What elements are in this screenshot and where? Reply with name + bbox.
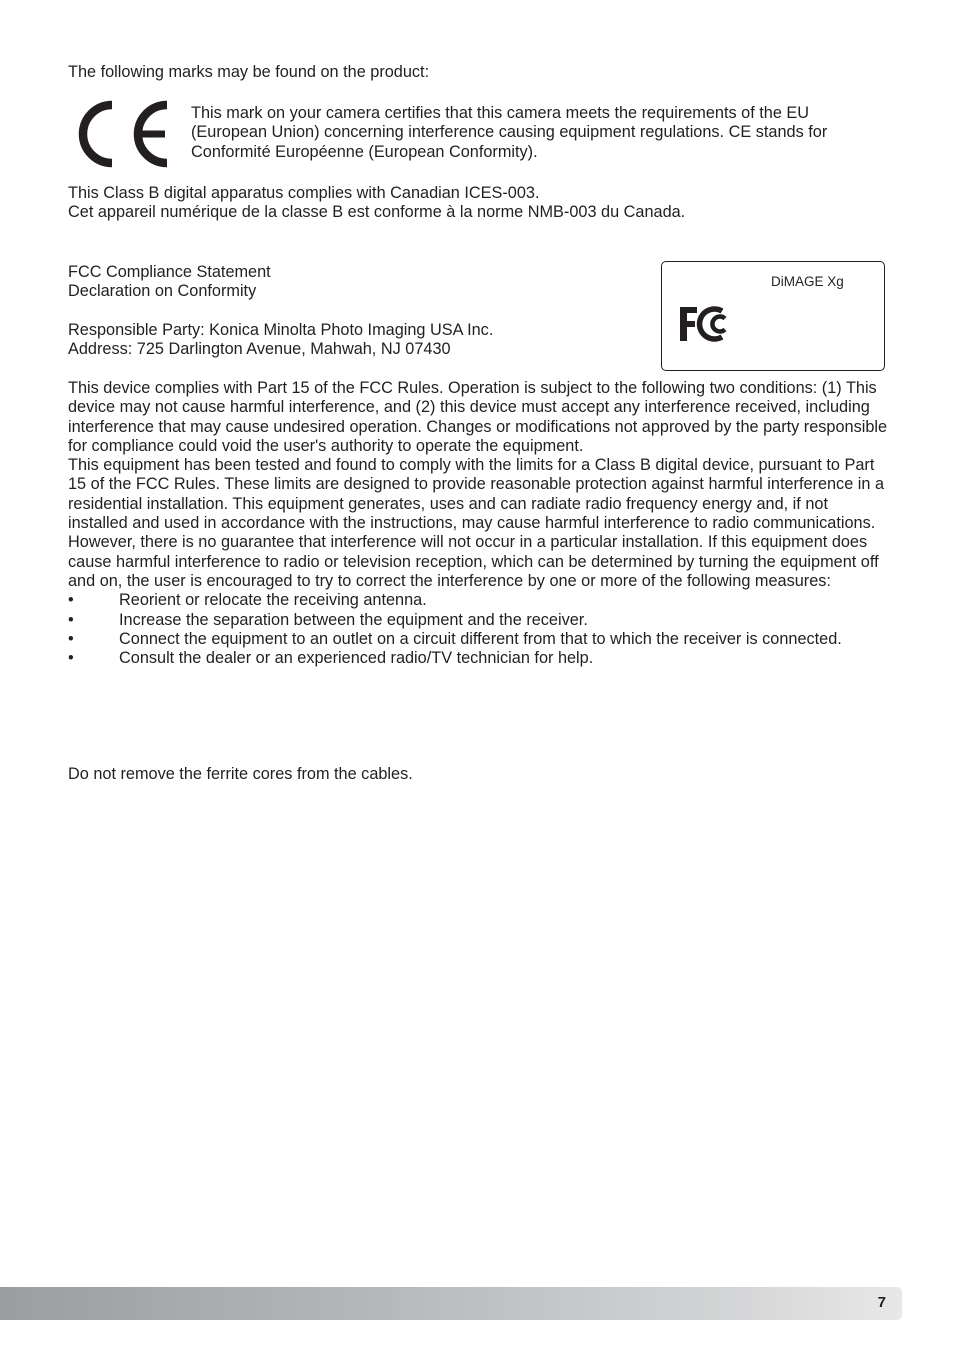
- ferrite-note: Do not remove the ferrite cores from the cables.: [68, 765, 413, 783]
- list-item: [68, 611, 888, 630]
- fcc-body: [68, 379, 888, 668]
- fcc-address: Address: 725 Darlington Avenue, Mahwah, NJ 07430: [68, 340, 451, 359]
- bullet-text: Connect the equipment to an outlet on a circuit different from that to which the receiver is connected.: [119, 629, 842, 648]
- list-item: [68, 649, 888, 668]
- bullet-text: Reorient or relocate the receiving antenna.: [119, 591, 427, 610]
- fcc-model-name: DiMAGE Xg: [771, 274, 844, 289]
- fcc-subtitle: Declaration on Conformity: [68, 282, 257, 301]
- canada-fr: Cet appareil numérique de la classe B est conforme à la norme NMB-003 du Canada.: [68, 203, 686, 222]
- list-item: [68, 630, 888, 649]
- ce-description: This mark on your camera certifies that this camera meets the requirements of the EU (European Union) concerning interference causing equipment regulations. CE stands for Conformité Européenne (European Conformity).: [191, 104, 828, 161]
- intro-text: The following marks may be found on the product:: [68, 63, 430, 81]
- fcc-paragraph-2: This equipment has been tested and found to comply with the limits for a Class B digital device, pursuant to Part 15 of the FCC Rules. These limits are designed to provide reasonable protection against harmful interference in a residential installation. This equipment generates, uses and can radiate radio frequency energy and, if not installed and used in accordance with the instructions, may cause harmful interference to radio communications. However, there is no guarantee that interference will not occur in a particular installation. If this equipment does cause harmful interference to radio or television reception, which can be determined by turning the equipment off and on, the user is encouraged to try to correct the interference by one or more of the following measures:: [68, 456, 885, 590]
- bullet-mark: •: [68, 649, 74, 668]
- canada-compliance: [68, 184, 908, 223]
- bullet-mark: •: [68, 629, 74, 648]
- list-item: [68, 591, 888, 610]
- bullet-mark: •: [68, 591, 74, 610]
- page-number: 7: [877, 1294, 886, 1311]
- fcc-party: Responsible Party: Konica Minolta Photo Imaging USA Inc.: [68, 321, 494, 339]
- footer-bar: [0, 1287, 902, 1320]
- fcc-logo: [678, 305, 730, 343]
- bullet-text: Increase the separation between the equipment and the receiver.: [119, 610, 588, 629]
- fcc-paragraph-1: This device complies with Part 15 of the FCC Rules. Operation is subject to the following two conditions: (1) This device may not cause harmful interference, and (2) this device must accept any interference received, including interference that may cause undesired operation. Changes or modifications not approved by the party responsible for compliance could void the user's authority to operate the equipment.: [68, 379, 888, 455]
- fcc-label-box: [661, 261, 885, 371]
- fcc-title: FCC Compliance Statement: [68, 263, 271, 281]
- fcc-responsible-party: [68, 321, 648, 360]
- canada-en: This Class B digital apparatus complies with Canadian ICES-003.: [68, 184, 540, 202]
- ce-mark-logo: [70, 100, 170, 168]
- fcc-heading: [68, 263, 648, 302]
- bullet-mark: •: [68, 610, 74, 629]
- bullet-text: Consult the dealer or an experienced radio/TV technician for help.: [119, 649, 594, 668]
